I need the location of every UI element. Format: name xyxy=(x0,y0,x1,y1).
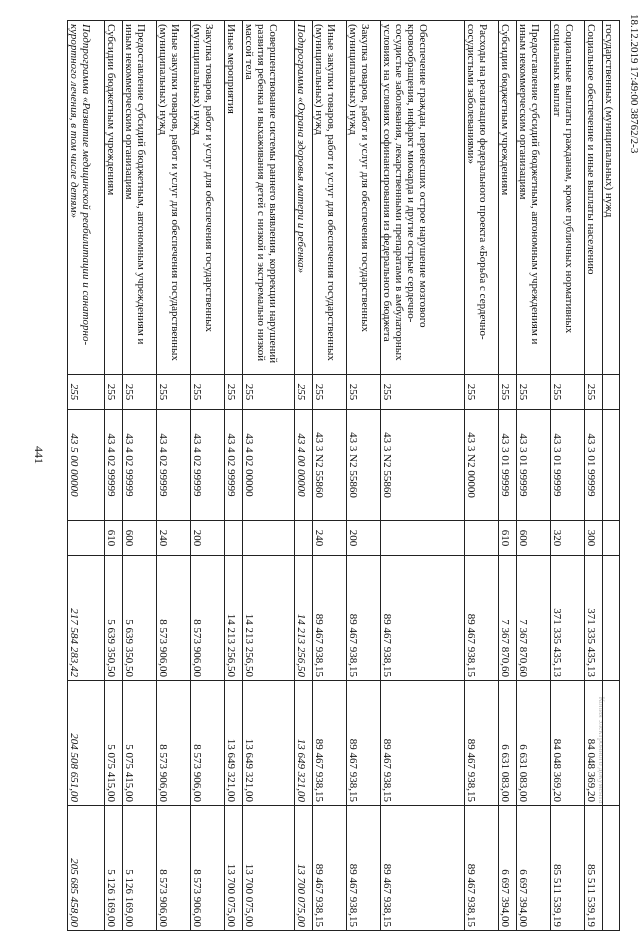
row-value-2020-cell: 8 573 906,00 xyxy=(156,681,190,806)
row-value-2019-cell: 8 573 906,00 xyxy=(190,556,224,681)
row-vr-cell: 320 xyxy=(550,521,584,556)
row-vr-cell xyxy=(381,521,465,556)
table-row xyxy=(516,21,550,931)
row-value-2019-cell: 7 367 870,60 xyxy=(516,556,550,681)
row-vr-cell xyxy=(295,521,313,556)
row-vr-cell: 610 xyxy=(104,521,122,556)
row-value-2021-cell: 13 700 075,00 xyxy=(242,806,294,931)
budget-table-body xyxy=(68,21,620,931)
row-name-cell: Обеспечение граждан, перенесших острое нарушение мозгового кровообращения, инфаркт миокарда и другие острые сердечно-сосудистые заболевания, лекарственными препаратами в амбулаторных условиях на условиях софинансирования из федерального бюджета xyxy=(381,21,465,375)
row-value-2021-cell: 89 467 938,15 xyxy=(313,806,347,931)
row-csr-cell: 43 5 00 00000 xyxy=(68,410,105,521)
row-name-cell: Предоставление субсидий бюджетным, автономным учреждениям и иным некоммерческим организациям xyxy=(516,21,550,375)
row-value-2021-cell: 89 467 938,15 xyxy=(381,806,465,931)
table-row xyxy=(347,21,381,931)
row-value-2019-cell: 89 467 938,15 xyxy=(381,556,465,681)
row-value-2019-cell: 89 467 938,15 xyxy=(313,556,347,681)
table-row xyxy=(584,21,602,931)
row-name-cell: Социальное обеспечение и иные выплаты населению xyxy=(584,21,602,375)
row-csr-cell: 43 3 01 99999 xyxy=(550,410,584,521)
row-csr-cell: 43 3 N2 55860 xyxy=(347,410,381,521)
table-row xyxy=(242,21,294,931)
row-value-2021-cell: 6 697 394,00 xyxy=(516,806,550,931)
row-csr-cell xyxy=(603,410,620,521)
row-value-2019-cell: 7 367 870,60 xyxy=(498,556,516,681)
row-value-2021-cell: 13 700 075,00 xyxy=(295,806,313,931)
row-code-cell: 255 xyxy=(156,375,190,410)
table-row xyxy=(464,21,498,931)
row-value-2020-cell: 6 631 083,00 xyxy=(498,681,516,806)
row-code-cell: 255 xyxy=(550,375,584,410)
table-row xyxy=(603,21,620,931)
row-value-2020-cell: 89 467 938,15 xyxy=(464,681,498,806)
row-code-cell: 255 xyxy=(224,375,242,410)
row-vr-cell: 240 xyxy=(313,521,347,556)
row-code-cell: 255 xyxy=(498,375,516,410)
row-code-cell: 255 xyxy=(295,375,313,410)
row-code-cell: 255 xyxy=(122,375,156,410)
row-value-2020-cell: 89 467 938,15 xyxy=(381,681,465,806)
row-value-2020-cell: 5 075 415,00 xyxy=(122,681,156,806)
row-value-2020-cell: 13 649 321,00 xyxy=(224,681,242,806)
row-code-cell: 255 xyxy=(464,375,498,410)
row-vr-cell: 300 xyxy=(584,521,602,556)
table-row xyxy=(224,21,242,931)
row-csr-cell: 43 4 02 00000 xyxy=(242,410,294,521)
row-vr-cell: 600 xyxy=(122,521,156,556)
table-row xyxy=(498,21,516,931)
row-value-2021-cell: 85 511 539,19 xyxy=(584,806,602,931)
row-code-cell: 255 xyxy=(381,375,465,410)
page-number: 441 xyxy=(32,446,46,464)
row-value-2019-cell: 8 573 906,00 xyxy=(156,556,190,681)
row-value-2019-cell: 89 467 938,15 xyxy=(347,556,381,681)
row-value-2021-cell: 205 685 458,00 xyxy=(68,806,105,931)
table-row xyxy=(381,21,465,931)
row-code-cell: 255 xyxy=(313,375,347,410)
row-value-2019-cell: 217 584 283,42 xyxy=(68,556,105,681)
row-csr-cell: 43 4 00 00000 xyxy=(295,410,313,521)
row-vr-cell xyxy=(68,521,105,556)
row-code-cell: 255 xyxy=(68,375,105,410)
row-name-cell: Подпрограмма «Развитие медицинской реабилитации и санаторно-курортного лечения, в том числе детям» xyxy=(68,21,105,375)
row-csr-cell: 43 3 01 99999 xyxy=(584,410,602,521)
row-code-cell: 255 xyxy=(104,375,122,410)
row-code-cell xyxy=(603,375,620,410)
row-value-2020-cell: 5 075 415,00 xyxy=(104,681,122,806)
row-value-2019-cell: 5 639 350,50 xyxy=(104,556,122,681)
row-vr-cell: 610 xyxy=(498,521,516,556)
row-value-2020-cell: 84 048 369,20 xyxy=(584,681,602,806)
row-vr-cell: 200 xyxy=(347,521,381,556)
row-csr-cell: 43 4 02 99999 xyxy=(156,410,190,521)
table-row xyxy=(104,21,122,931)
row-value-2019-cell xyxy=(603,556,620,681)
row-name-cell: Иные мероприятия xyxy=(224,21,242,375)
row-value-2019-cell: 5 639 350,50 xyxy=(122,556,156,681)
row-name-cell: Расходы на реализацию федерального проекта «Борьба с сердечно-сосудистыми заболеваниями» xyxy=(464,21,498,375)
row-value-2021-cell: 8 573 906,00 xyxy=(190,806,224,931)
row-value-2019-cell: 371 335 435,13 xyxy=(550,556,584,681)
row-value-2021-cell: 8 573 906,00 xyxy=(156,806,190,931)
row-vr-cell xyxy=(242,521,294,556)
row-csr-cell: 43 4 02 99999 xyxy=(104,410,122,521)
row-value-2020-cell: 8 573 906,00 xyxy=(190,681,224,806)
table-row xyxy=(122,21,156,931)
row-value-2019-cell: 14 213 256,50 xyxy=(242,556,294,681)
row-value-2019-cell: 14 213 256,50 xyxy=(224,556,242,681)
table-row xyxy=(156,21,190,931)
row-value-2021-cell: 6 697 394,00 xyxy=(498,806,516,931)
row-value-2020-cell: 84 048 369,20 xyxy=(550,681,584,806)
row-name-cell: Закупка товаров, работ и услуг для обеспечения государственных (муниципальных) нужд xyxy=(347,21,381,375)
row-vr-cell xyxy=(224,521,242,556)
row-name-cell: Социальные выплаты гражданам, кроме публичных нормативных социальных выплат xyxy=(550,21,584,375)
row-value-2019-cell: 14 213 256,50 xyxy=(295,556,313,681)
table-row xyxy=(295,21,313,931)
row-value-2020-cell: 13 649 321,00 xyxy=(242,681,294,806)
row-value-2021-cell: 13 700 075,00 xyxy=(224,806,242,931)
row-value-2021-cell: 89 467 938,15 xyxy=(464,806,498,931)
row-value-2019-cell: 371 335 435,13 xyxy=(584,556,602,681)
row-value-2020-cell: 89 467 938,15 xyxy=(347,681,381,806)
row-name-cell: Субсидии бюджетным учреждениям xyxy=(104,21,122,375)
row-vr-cell xyxy=(603,521,620,556)
row-name-cell: Иные закупки товаров, работ и услуг для обеспечения государственных (муниципальных) нужд xyxy=(156,21,190,375)
row-name-cell: Подпрограмма «Охрана здоровья матери и ребенка» xyxy=(295,21,313,375)
row-code-cell: 255 xyxy=(516,375,550,410)
table-row xyxy=(313,21,347,931)
row-value-2021-cell xyxy=(603,806,620,931)
row-vr-cell: 240 xyxy=(156,521,190,556)
row-name-cell: государственных (муниципальных) нужд xyxy=(603,21,620,375)
budget-table xyxy=(67,20,620,931)
row-csr-cell: 43 4 02 99999 xyxy=(224,410,242,521)
table-row xyxy=(550,21,584,931)
row-csr-cell: 43 3 01 99999 xyxy=(498,410,516,521)
watermark-text: Копия электронного документа xyxy=(597,696,606,804)
row-value-2020-cell: 89 467 938,15 xyxy=(313,681,347,806)
table-row xyxy=(68,21,105,931)
row-value-2020-cell: 13 649 321,00 xyxy=(295,681,313,806)
row-name-cell: Предоставление субсидий бюджетным, автономным учреждениям и иным некоммерческим организациям xyxy=(122,21,156,375)
row-vr-cell: 200 xyxy=(190,521,224,556)
row-name-cell: Иные закупки товаров, работ и услуг для обеспечения государственных (муниципальных) нужд xyxy=(313,21,347,375)
row-csr-cell: 43 3 N2 55860 xyxy=(313,410,347,521)
row-name-cell: Субсидии бюджетным учреждениям xyxy=(498,21,516,375)
row-name-cell: Закупка товаров, работ и услуг для обеспечения государственных (муниципальных) нужд xyxy=(190,21,224,375)
row-code-cell: 255 xyxy=(242,375,294,410)
row-csr-cell: 43 4 02 99999 xyxy=(122,410,156,521)
row-csr-cell: 43 4 02 99999 xyxy=(190,410,224,521)
row-value-2020-cell: 204 508 651,00 xyxy=(68,681,105,806)
footer-stamp: 18.12.2019 17:49:00 38762/2-3 xyxy=(628,14,640,154)
row-csr-cell: 43 3 01 99999 xyxy=(516,410,550,521)
row-value-2021-cell: 5 126 169,00 xyxy=(122,806,156,931)
row-code-cell: 255 xyxy=(190,375,224,410)
row-vr-cell: 600 xyxy=(516,521,550,556)
row-value-2020-cell: 6 631 083,00 xyxy=(516,681,550,806)
row-value-2021-cell: 5 126 169,00 xyxy=(104,806,122,931)
row-name-cell: Совершенствование системы раннего выявления, коррекции нарушений развития ребенка и выхаживания детей с низкой и экстремально низкой массой тела xyxy=(242,21,294,375)
row-value-2021-cell: 89 467 938,15 xyxy=(347,806,381,931)
row-csr-cell: 43 3 N2 55860 xyxy=(381,410,465,521)
row-value-2020-cell xyxy=(603,681,620,806)
row-csr-cell: 43 3 N2 00000 xyxy=(464,410,498,521)
row-value-2019-cell: 89 467 938,15 xyxy=(464,556,498,681)
row-vr-cell xyxy=(464,521,498,556)
row-code-cell: 255 xyxy=(347,375,381,410)
row-value-2021-cell: 85 511 539,19 xyxy=(550,806,584,931)
table-row xyxy=(190,21,224,931)
row-code-cell: 255 xyxy=(584,375,602,410)
